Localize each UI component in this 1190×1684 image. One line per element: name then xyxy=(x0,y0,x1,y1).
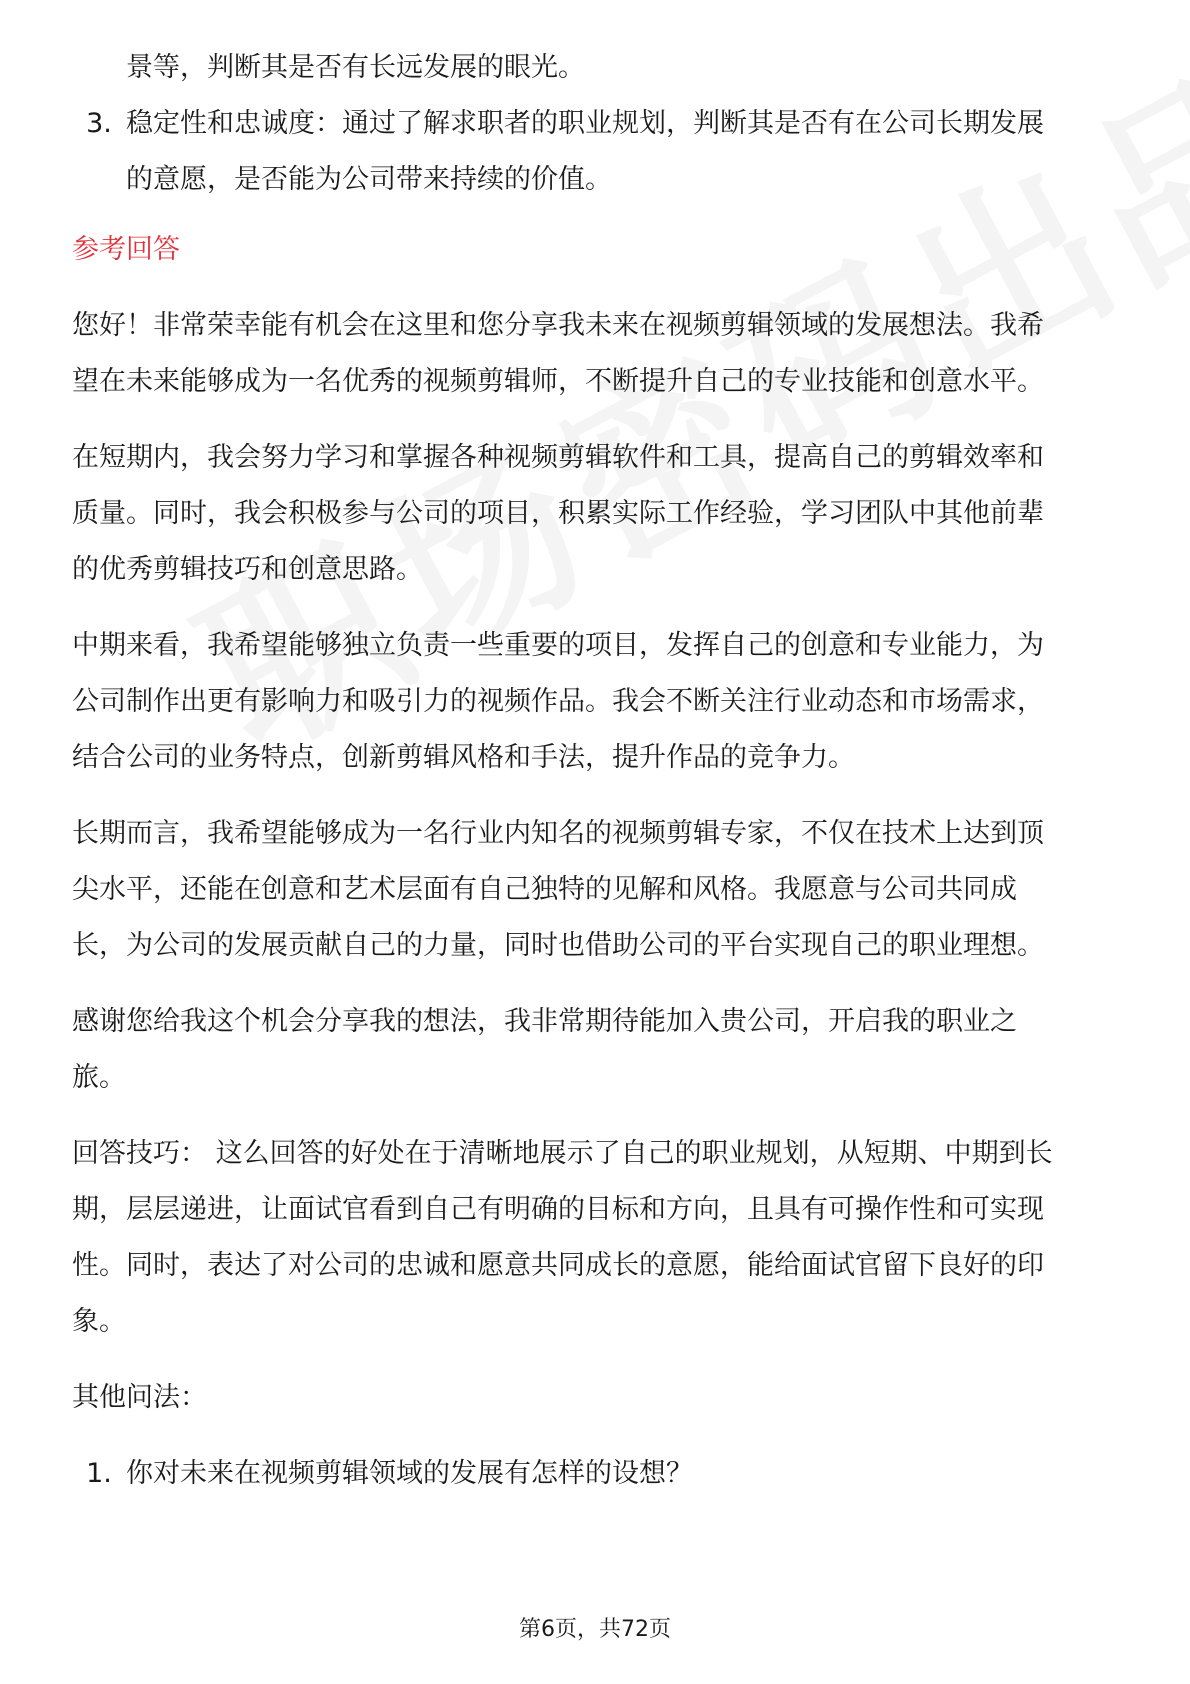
paragraph-long-term xyxy=(72,806,1122,974)
paragraph-line: 长，为公司的发展贡献自己的力量，同时也借助公司的平台实现自己的职业理想。 xyxy=(72,930,1044,961)
list-number: 1. xyxy=(86,1458,112,1489)
paragraph-line: 期，层层递进，让面试官看到自己有明确的目标和方向，且具有可操作性和可实现 xyxy=(72,1194,1044,1225)
paragraph-other-questions xyxy=(72,1370,1122,1426)
paragraph-answer-tips xyxy=(72,1126,1122,1350)
paragraph-line: 中期来看，我希望能够独立负责一些重要的项目，发挥自己的创意和专业能力，为 xyxy=(72,630,1044,661)
paragraph-line: 的优秀剪辑技巧和创意思路。 xyxy=(72,554,423,585)
paragraph-line: 尖水平，还能在创意和艺术层面有自己独特的见解和风格。我愿意与公司共同成 xyxy=(72,874,1017,905)
page-number: 第6页，共72页 xyxy=(519,1617,671,1642)
paragraph-short-term xyxy=(72,430,1122,598)
paragraph-line: 您好！非常荣幸能有机会在这里和您分享我未来在视频剪辑领域的发展想法。我希 xyxy=(72,310,1044,341)
other-question-1 xyxy=(72,1446,1122,1502)
list-number: 3. xyxy=(86,108,112,139)
paragraph-line: 旅。 xyxy=(72,1062,126,1093)
list-text: 你对未来在视频剪辑领域的发展有怎样的设想？ xyxy=(126,1458,693,1489)
paragraph-line: 结合公司的业务特点，创新剪辑风格和手法，提升作品的竞争力。 xyxy=(72,742,855,773)
paragraph-line: 公司制作出更有影响力和吸引力的视频作品。我会不断关注行业动态和市场需求， xyxy=(72,686,1044,717)
paragraph-line: 其他问法： xyxy=(72,1382,207,1413)
paragraph-line: 性。同时，表达了对公司的忠诚和愿意共同成长的意愿，能给面试官留下良好的印 xyxy=(72,1250,1044,1281)
list-item-3-line2: 的意愿，是否能为公司带来持续的价值。 xyxy=(126,164,612,195)
paragraph-greeting xyxy=(72,298,1122,410)
section-title: 参考回答 xyxy=(72,234,180,265)
paragraph-line: 感谢您给我这个机会分享我的想法，我非常期待能加入贵公司，开启我的职业之 xyxy=(72,1006,1017,1037)
paragraph-line: 质量。同时，我会积极参与公司的项目，积累实际工作经验，学习团队中其他前辈 xyxy=(72,498,1044,529)
list-item-3 xyxy=(72,96,1122,152)
list-text: 稳定性和忠诚度：通过了解求职者的职业规划，判断其是否有在公司长期发展 xyxy=(126,108,1044,139)
continuation-line: 景等，判断其是否有长远发展的眼光。 xyxy=(126,52,585,83)
page-content xyxy=(72,40,1122,1502)
paragraph-line: 长期而言，我希望能够成为一名行业内知名的视频剪辑专家，不仅在技术上达到顶 xyxy=(72,818,1044,849)
paragraph-thanks xyxy=(72,994,1122,1106)
paragraph-line: 在短期内，我会努力学习和掌握各种视频剪辑软件和工具，提高自己的剪辑效率和 xyxy=(72,442,1044,473)
paragraph-line: 回答技巧： 这么回答的好处在于清晰地展示了自己的职业规划，从短期、中期到长 xyxy=(72,1138,1053,1169)
paragraph-line: 象。 xyxy=(72,1306,126,1337)
paragraph-line: 望在未来能够成为一名优秀的视频剪辑师，不断提升自己的专业技能和创意水平。 xyxy=(72,366,1044,397)
paragraph-mid-term xyxy=(72,618,1122,786)
